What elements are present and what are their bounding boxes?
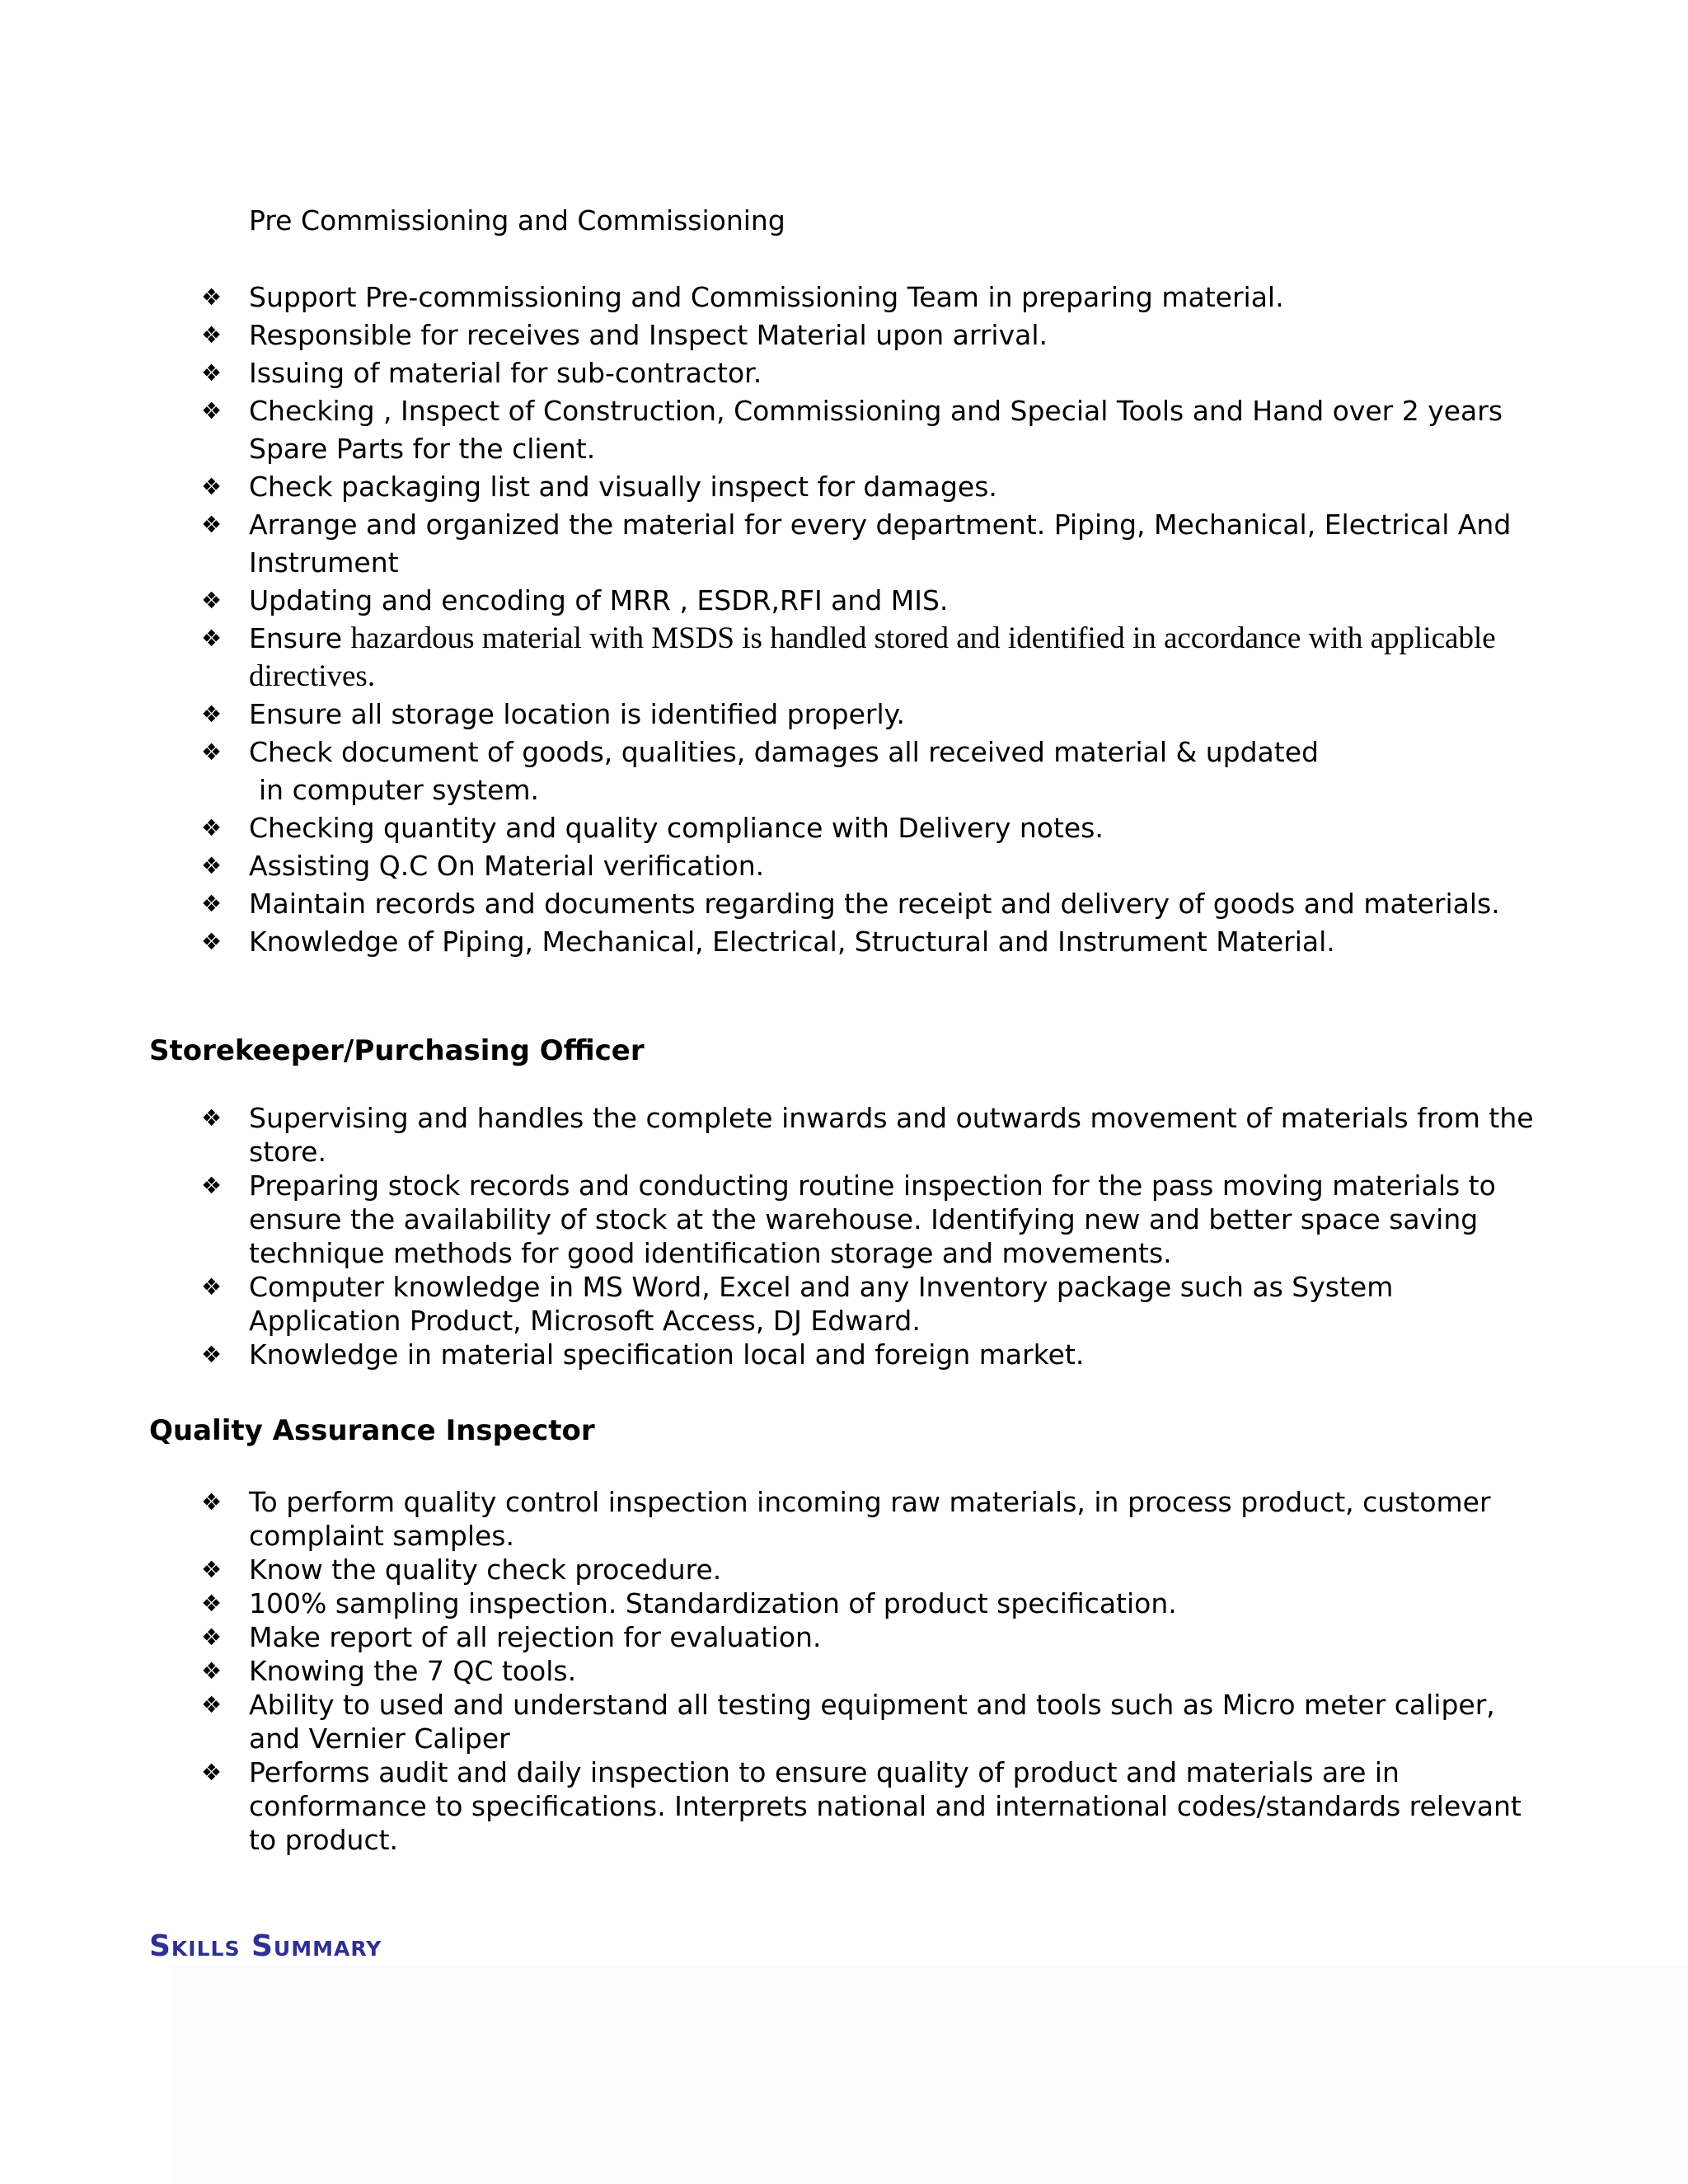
subheading: Pre Commissioning and Commissioning bbox=[249, 204, 785, 237]
list-item: ❖ Performs audit and daily inspection to ensure quality of product and materials are in conformance to specifications. Interprets national and international codes/standards relevant to product. bbox=[201, 1756, 1522, 1856]
diamond-bullet-icon: ❖ bbox=[201, 1341, 223, 1368]
list-item: ❖ Knowledge in material specification local and foreign market. bbox=[201, 1338, 1085, 1371]
diamond-bullet-icon: ❖ bbox=[201, 284, 223, 311]
list-item: ❖ Make report of all rejection for evaluation. bbox=[201, 1621, 822, 1653]
diamond-bullet-icon: ❖ bbox=[201, 852, 223, 879]
section-title-qa-inspector: Quality Assurance Inspector bbox=[149, 1414, 595, 1447]
diamond-bullet-icon: ❖ bbox=[201, 511, 223, 538]
list-item: ❖ Computer knowledge in MS Word, Excel and any Inventory package such as System Application Product, Microsoft Access, DJ Edward. bbox=[201, 1271, 1394, 1337]
skills-summary-heading: Skills Summary bbox=[149, 1929, 382, 1963]
section3-list bbox=[198, 1485, 1550, 1857]
list-item: ❖ Assisting Q.C On Material verification. bbox=[198, 847, 1550, 885]
diamond-bullet-icon: ❖ bbox=[201, 625, 223, 652]
diamond-bullet-icon: ❖ bbox=[201, 1104, 223, 1132]
list-item: ❖ Check packaging list and visually inspect for damages. bbox=[198, 468, 1550, 506]
list-item: ❖ Preparing stock records and conducting routine inspection for the pass moving materials to ensure the availability of stock at the warehouse. Identifying new and better space saving technique methods for good identification storage and movements. bbox=[201, 1169, 1496, 1269]
diamond-bullet-icon: ❖ bbox=[201, 1657, 223, 1685]
list-item: ❖ Maintain records and documents regarding the receipt and delivery of goods and materials. bbox=[198, 885, 1550, 923]
list-item: ❖ Responsible for receives and Inspect Material upon arrival. bbox=[198, 316, 1550, 354]
list-item: ❖ Ensure hazardous material with MSDS is handled stored and identified in accordance with applicable directives. bbox=[201, 621, 1496, 693]
list-item: ❖ Ensure all storage location is identified properly. bbox=[198, 696, 1550, 733]
section2-list bbox=[198, 1101, 1550, 1371]
list-item: ❖ To perform quality control inspection incoming raw materials, in process product, customer complaint samples. bbox=[201, 1486, 1491, 1552]
list-item: ❖ Checking quantity and quality compliance with Delivery notes. bbox=[198, 809, 1550, 847]
diamond-bullet-icon: ❖ bbox=[201, 587, 223, 614]
list-item: ❖ Ability to used and understand all testing equipment and tools such as Micro meter caliper, and Vernier Caliper bbox=[201, 1689, 1495, 1755]
list-item: ❖ Issuing of material for sub-contractor. bbox=[198, 354, 1550, 392]
skills-summary-box bbox=[171, 1966, 1688, 2184]
diamond-bullet-icon: ❖ bbox=[201, 814, 223, 841]
diamond-bullet-icon: ❖ bbox=[201, 1556, 223, 1583]
list-item: ❖ Knowing the 7 QC tools. bbox=[201, 1655, 577, 1687]
diamond-bullet-icon: ❖ bbox=[201, 1488, 223, 1516]
list-item: ❖ Support Pre-commissioning and Commissioning Team in preparing material. bbox=[198, 279, 1550, 316]
diamond-bullet-icon: ❖ bbox=[201, 473, 223, 500]
diamond-bullet-icon: ❖ bbox=[201, 738, 223, 766]
diamond-bullet-icon: ❖ bbox=[201, 1759, 223, 1786]
diamond-bullet-icon: ❖ bbox=[201, 1624, 223, 1651]
list-item: ❖ Checking , Inspect of Construction, Commissioning and Special Tools and Hand over 2 years Spare Parts for the client. bbox=[198, 392, 1550, 468]
list-item: ❖ Supervising and handles the complete inwards and outwards movement of materials from the store. bbox=[201, 1102, 1534, 1168]
diamond-bullet-icon: ❖ bbox=[201, 1172, 223, 1199]
diamond-bullet-icon: ❖ bbox=[201, 890, 223, 917]
section-title-storekeeper: Storekeeper/Purchasing Officer bbox=[149, 1034, 645, 1067]
diamond-bullet-icon: ❖ bbox=[201, 321, 223, 349]
diamond-bullet-icon: ❖ bbox=[201, 359, 223, 387]
diamond-bullet-icon: ❖ bbox=[201, 1590, 223, 1617]
diamond-bullet-icon: ❖ bbox=[201, 701, 223, 728]
diamond-bullet-icon: ❖ bbox=[201, 1691, 223, 1718]
list-item: ❖ Arrange and organized the material for every department. Piping, Mechanical, Electrical And Instrument bbox=[198, 506, 1550, 582]
list-item: ❖ Knowledge of Piping, Mechanical, Electrical, Structural and Instrument Material. bbox=[198, 923, 1550, 961]
diamond-bullet-icon: ❖ bbox=[201, 397, 223, 424]
list-item: ❖ Check document of goods, qualities, damages all received material & updated in computer system. bbox=[198, 733, 1550, 809]
diamond-bullet-icon: ❖ bbox=[201, 1273, 223, 1301]
list-item: ❖ 100% sampling inspection. Standardization of product specification. bbox=[201, 1587, 1177, 1619]
diamond-bullet-icon: ❖ bbox=[201, 928, 223, 955]
section1-list bbox=[198, 279, 1550, 961]
list-item: ❖ Know the quality check procedure. bbox=[201, 1554, 722, 1586]
list-item: ❖ Updating and encoding of MRR , ESDR,RFI and MIS. bbox=[198, 582, 1550, 620]
